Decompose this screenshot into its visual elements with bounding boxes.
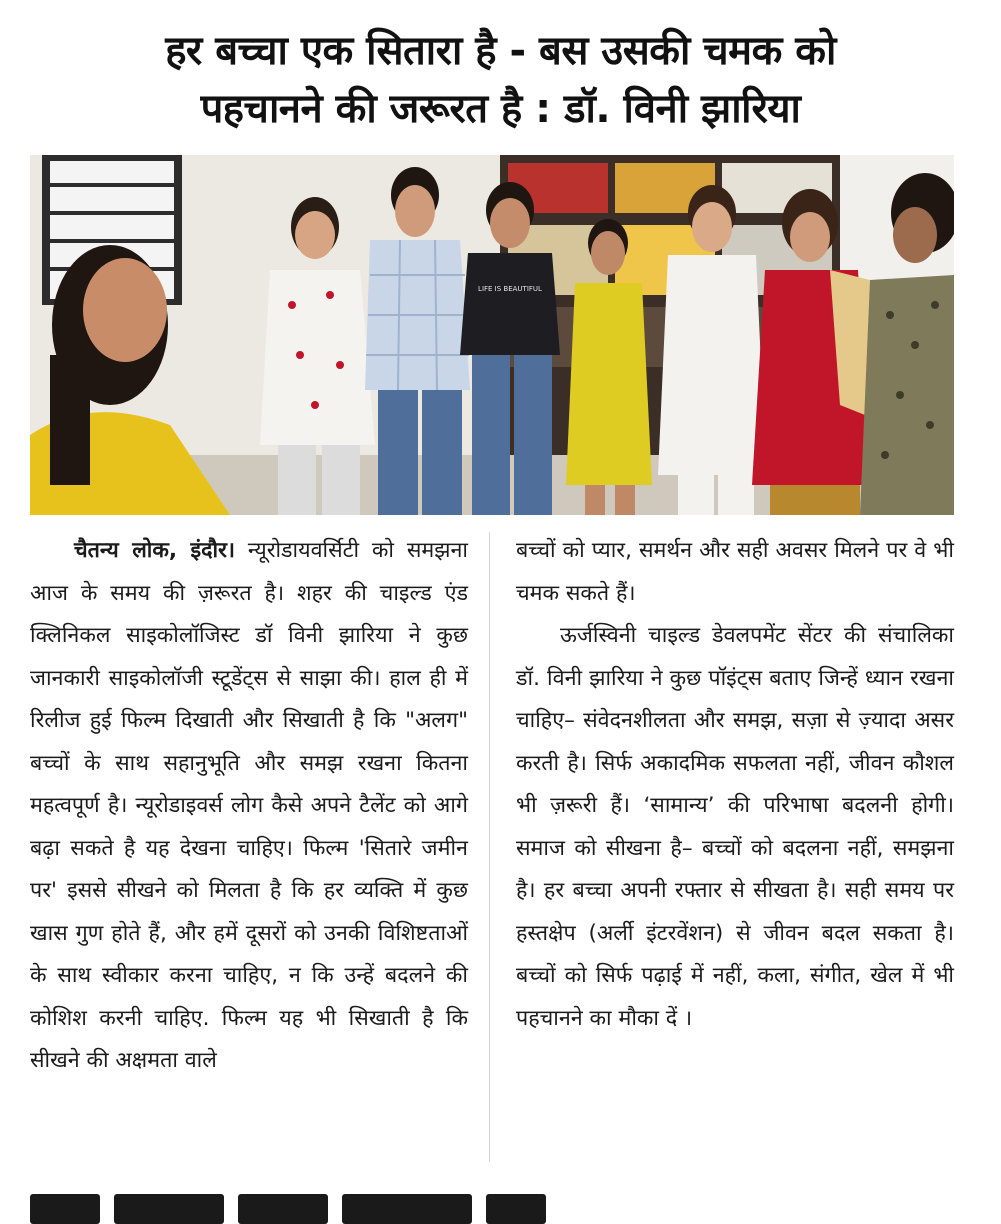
next-article-headline-cutoff [30, 1194, 730, 1224]
article-column-left [30, 530, 468, 1083]
column-divider [489, 532, 490, 1162]
dateline: चैतन्य लोक, इंदौर। [74, 538, 236, 563]
headline-line-1: हर बच्चा एक सितारा है - बस उसकी चमक को [165, 28, 836, 74]
article-photo [30, 155, 954, 515]
headline-line-2: पहचानने की जरूरत है : डॉ. विनी झारिया [200, 86, 801, 132]
article-paragraph-1-text: न्यूरोडायवर्सिटी को समझना आज के समय की ज़रूरत है। शहर की चाइल्ड एंड क्लिनिकल साइकोलॉजिस्ट डॉ विनी झारिया ने कुछ जानकारी साइकोलॉजी स्टूडेंट्स से साझा की। हाल ही में रिलीज हुई फिल्म दिखाती और सिखाती है कि "अलग" बच्चों के साथ सहानुभूति और समझ रखना कितना महत्वपूर्ण है। न्यूरोडाइवर्स लोग कैसे अपने टैलेंट को आगे बढ़ा सकते है यह देखना चाहिए। फिल्म 'सितारे जमीन पर' इससे सीखने को मिलता है कि हर व्यक्ति में कुछ खास गुण होते हैं, और हमें दूसरों को उनकी विशिष्टताओं के साथ स्वीकार करना चाहिए, न कि उन्हें बदलने की कोशिश करनी चाहिए. फिल्म यह भी सिखाती है कि सीखने की अक्षमता वाले [30, 538, 468, 1073]
tshirt-print: LIFE IS BEAUTIFUL [478, 285, 542, 293]
article-paragraph-2: ऊर्जस्विनी चाइल्ड डेवलपमेंट सेंटर की संचालिका डॉ. विनी झारिया ने कुछ पॉइंट्स बताए जिन्हें ध्यान रखना चाहिए– संवेदनशीलता और समझ, सज़ा से ज़्यादा असर करती है। सिर्फ अकादमिक सफलता नहीं, जीवन कौशल भी ज़रूरी हैं। ‘सामान्य’ की परिभाषा बदलनी होगी। समाज को सीखना है– बच्चों को बदलना नहीं, समझना है। हर बच्चा अपनी रफ्तार से सीखता है। सही समय पर हस्तक्षेप (अर्ली इंटरवेंशन) से जीवन बदल सकता है। बच्चों को सिर्फ पढ़ाई में नहीं, कला, संगीत, खेल में भी पहचानने का मौका दें । [516, 623, 954, 1031]
article-paragraph-continued: बच्चों को प्यार, समर्थन और सही अवसर मिलने पर वे भी चमक सकते हैं। [516, 538, 954, 606]
article-paragraph-1 [30, 530, 468, 1083]
article-headline [0, 22, 1001, 138]
group-photo-illustration [30, 155, 954, 515]
article-column-right [516, 530, 954, 1040]
